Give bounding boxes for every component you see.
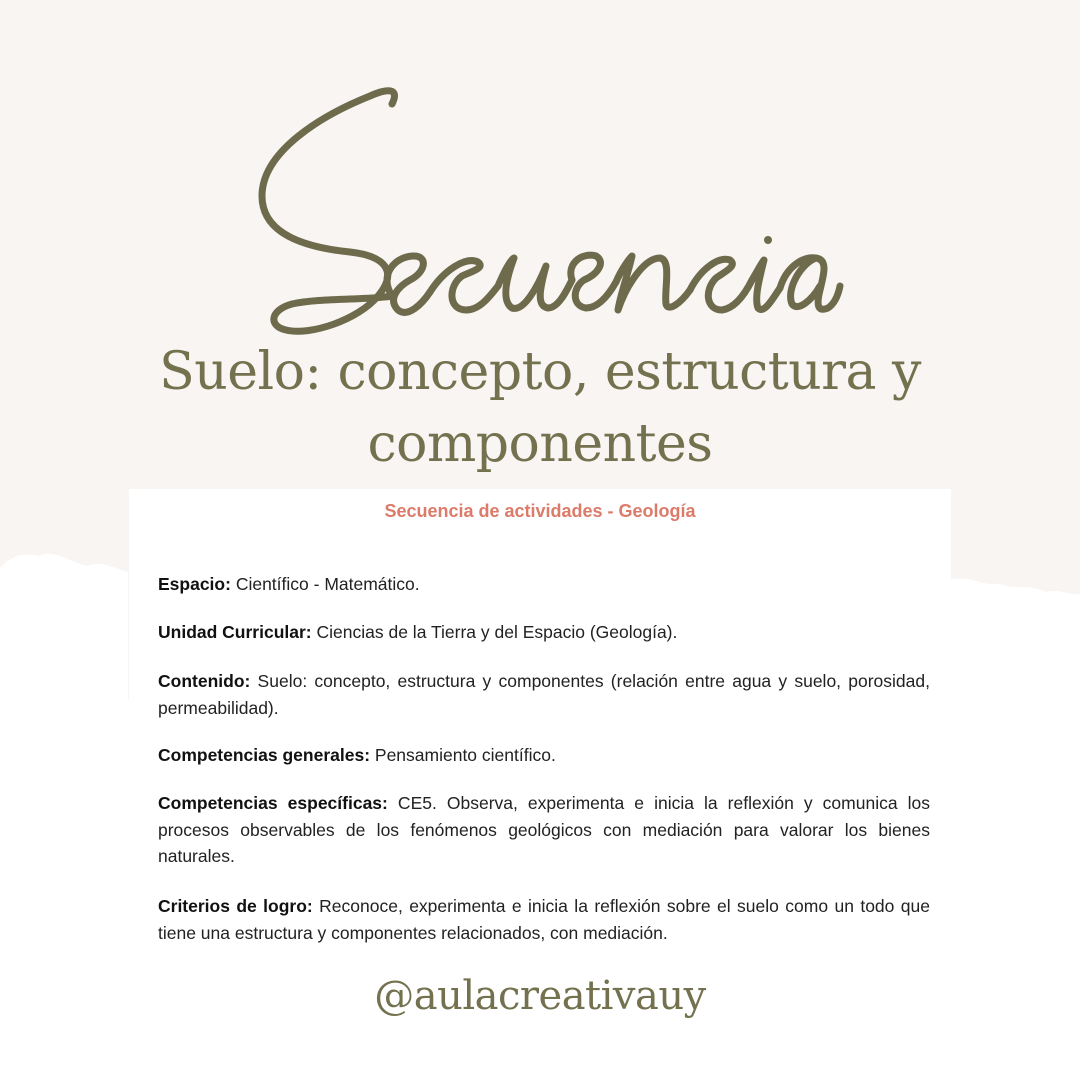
subtitle: Suelo: concepto, estructura y componentes	[159, 342, 921, 474]
script-letter-e2	[571, 255, 616, 308]
script-dot-i	[764, 236, 772, 244]
field-value: CE5. Observa, experimenta e inicia la reflexión y comunica los procesos observables de los fenómenos geológicos con mediación para valorar los bienes naturales.	[158, 793, 930, 866]
script-letter-i	[752, 260, 780, 309]
script-letter-e	[387, 256, 430, 312]
script-letter-s	[262, 91, 395, 332]
script-title-secuencia	[0, 60, 1080, 370]
field-contenido	[158, 668, 930, 721]
field-label: Criterios de logro:	[158, 896, 313, 916]
field-espacio	[158, 571, 930, 598]
field-label: Unidad Curricular:	[158, 622, 312, 642]
script-letter-n	[616, 256, 690, 310]
field-value: Pensamiento científico.	[370, 745, 556, 765]
card-title: Secuencia de actividades - Geología	[384, 501, 696, 521]
field-value: Ciencias de la Tierra y del Espacio (Geología).	[311, 622, 678, 642]
field-value: Suelo: concepto, estructura y componentes (relación entre agua y suelo, porosidad, permeabilidad).	[158, 671, 930, 718]
field-label: Espacio:	[158, 574, 231, 594]
script-letter-c2	[690, 259, 752, 310]
field-value: Científico - Matemático.	[230, 574, 420, 594]
field-competencias-especificas	[158, 790, 930, 870]
social-handle: @aulacreativauy	[374, 973, 706, 1019]
field-label: Competencias específicas:	[158, 793, 388, 813]
field-competencias-generales	[158, 742, 930, 769]
script-letter-c	[430, 261, 498, 310]
field-criterios-de-logro	[158, 893, 930, 946]
script-letter-a	[780, 258, 840, 309]
field-unidad-curricular	[158, 619, 930, 646]
field-value: Reconoce, experimenta e inicia la reflexión sobre el suelo como un todo que tiene una estructura y componentes relacionados, con mediación.	[158, 896, 930, 943]
document-card	[129, 489, 951, 965]
script-letter-u	[498, 258, 572, 308]
field-label: Contenido:	[158, 671, 251, 691]
field-label: Competencias generales:	[158, 745, 371, 765]
